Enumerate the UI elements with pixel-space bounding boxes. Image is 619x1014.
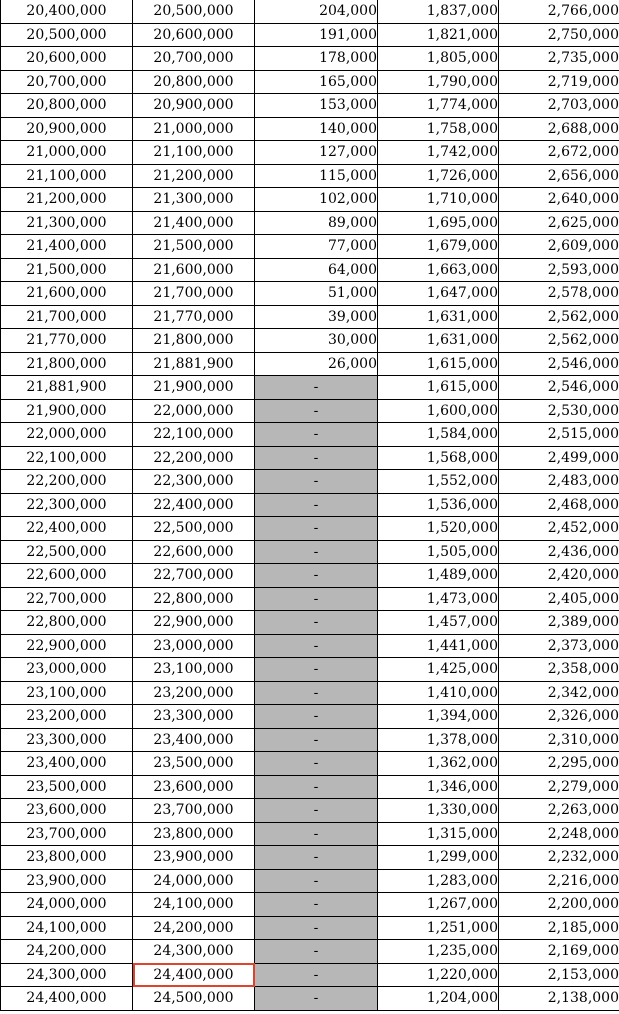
income-lower-bound-cell[interactable]: 21,300,000 <box>1 211 133 235</box>
income-lower-bound-cell[interactable]: 22,200,000 <box>1 470 133 494</box>
amount-2-cell[interactable]: 1,663,000 <box>378 258 499 282</box>
amount-cell[interactable]: - <box>255 446 378 470</box>
income-upper-bound-cell[interactable]: 22,100,000 <box>133 423 255 447</box>
income-lower-bound-cell[interactable]: 24,400,000 <box>1 987 133 1011</box>
table-row <box>1 799 619 823</box>
amount-3-cell[interactable]: 2,263,000 <box>499 799 619 823</box>
income-lower-bound-cell[interactable]: 22,300,000 <box>1 493 133 517</box>
amount-cell[interactable]: - <box>255 963 378 987</box>
table-row <box>1 893 619 917</box>
amount-2-cell[interactable]: 1,330,000 <box>378 799 499 823</box>
table-row <box>1 399 619 423</box>
income-upper-bound-cell[interactable]: 23,300,000 <box>133 705 255 729</box>
amount-2-cell[interactable]: 1,346,000 <box>378 775 499 799</box>
income-lower-bound-cell[interactable]: 20,900,000 <box>1 117 133 141</box>
income-lower-bound-cell[interactable]: 23,200,000 <box>1 705 133 729</box>
amount-3-cell[interactable]: 2,546,000 <box>499 376 619 400</box>
income-lower-bound-cell[interactable]: 22,600,000 <box>1 564 133 588</box>
amount-2-cell[interactable]: 1,742,000 <box>378 141 499 165</box>
amount-cell[interactable]: 30,000 <box>255 329 378 353</box>
income-lower-bound-cell[interactable]: 22,500,000 <box>1 540 133 564</box>
amount-cell[interactable]: - <box>255 493 378 517</box>
amount-2-cell[interactable]: 1,410,000 <box>378 681 499 705</box>
income-lower-bound-cell[interactable]: 24,000,000 <box>1 893 133 917</box>
amount-2-cell[interactable]: 1,695,000 <box>378 211 499 235</box>
table-row <box>1 634 619 658</box>
income-lower-bound-cell[interactable]: 22,800,000 <box>1 611 133 635</box>
table-row <box>1 611 619 635</box>
table-row <box>1 493 619 517</box>
amount-2-cell[interactable]: 1,631,000 <box>378 305 499 329</box>
income-lower-bound-cell[interactable]: 24,300,000 <box>1 963 133 987</box>
amount-3-cell[interactable]: 2,436,000 <box>499 540 619 564</box>
amount-2-cell[interactable]: 1,520,000 <box>378 517 499 541</box>
income-lower-bound-cell[interactable]: 21,770,000 <box>1 329 133 353</box>
income-upper-bound-cell[interactable]: 24,500,000 <box>133 987 255 1011</box>
amount-2-cell[interactable]: 1,679,000 <box>378 235 499 259</box>
amount-3-cell[interactable]: 2,248,000 <box>499 822 619 846</box>
amount-2-cell[interactable]: 1,790,000 <box>378 70 499 94</box>
amount-cell[interactable]: - <box>255 611 378 635</box>
amount-2-cell[interactable]: 1,552,000 <box>378 470 499 494</box>
income-lower-bound-cell[interactable]: 21,400,000 <box>1 235 133 259</box>
amount-cell[interactable]: 26,000 <box>255 352 378 376</box>
table-row <box>1 117 619 141</box>
income-upper-bound-cell[interactable]: 22,500,000 <box>133 517 255 541</box>
amount-2-cell[interactable]: 1,505,000 <box>378 540 499 564</box>
amount-cell[interactable]: 153,000 <box>255 94 378 118</box>
income-upper-bound-cell[interactable]: 22,800,000 <box>133 587 255 611</box>
income-lower-bound-cell[interactable]: 23,600,000 <box>1 799 133 823</box>
amount-3-cell[interactable]: 2,310,000 <box>499 728 619 752</box>
income-upper-bound-cell[interactable]: 22,300,000 <box>133 470 255 494</box>
amount-cell[interactable]: 191,000 <box>255 23 378 47</box>
amount-3-cell[interactable]: 2,656,000 <box>499 164 619 188</box>
amount-cell[interactable]: - <box>255 799 378 823</box>
amount-cell[interactable]: 127,000 <box>255 141 378 165</box>
amount-3-cell[interactable]: 2,326,000 <box>499 705 619 729</box>
amount-cell[interactable]: - <box>255 822 378 846</box>
amount-3-cell[interactable]: 2,688,000 <box>499 117 619 141</box>
income-lower-bound-cell[interactable]: 20,400,000 <box>1 0 133 23</box>
income-lower-bound-cell[interactable]: 22,000,000 <box>1 423 133 447</box>
amount-cell[interactable]: - <box>255 987 378 1011</box>
amount-3-cell[interactable]: 2,185,000 <box>499 916 619 940</box>
income-lower-bound-cell[interactable]: 21,100,000 <box>1 164 133 188</box>
amount-3-cell[interactable]: 2,169,000 <box>499 940 619 964</box>
amount-2-cell[interactable]: 1,758,000 <box>378 117 499 141</box>
amount-3-cell[interactable]: 2,735,000 <box>499 47 619 71</box>
amount-cell[interactable]: - <box>255 940 378 964</box>
amount-2-cell[interactable]: 1,615,000 <box>378 376 499 400</box>
amount-2-cell[interactable]: 1,425,000 <box>378 658 499 682</box>
amount-3-cell[interactable]: 2,295,000 <box>499 752 619 776</box>
amount-3-cell[interactable]: 2,703,000 <box>499 94 619 118</box>
amount-cell[interactable]: - <box>255 681 378 705</box>
amount-3-cell[interactable]: 2,562,000 <box>499 329 619 353</box>
table-row <box>1 775 619 799</box>
table-row <box>1 164 619 188</box>
table-row <box>1 141 619 165</box>
income-lower-bound-cell[interactable]: 20,700,000 <box>1 70 133 94</box>
table-row <box>1 94 619 118</box>
amount-3-cell[interactable]: 2,530,000 <box>499 399 619 423</box>
income-upper-bound-cell[interactable]: 21,300,000 <box>133 188 255 212</box>
table-row <box>1 211 619 235</box>
income-lower-bound-cell[interactable]: 22,700,000 <box>1 587 133 611</box>
income-upper-bound-cell[interactable]: 21,700,000 <box>133 282 255 306</box>
amount-cell[interactable]: - <box>255 869 378 893</box>
amount-2-cell[interactable]: 1,631,000 <box>378 329 499 353</box>
income-lower-bound-cell[interactable]: 21,200,000 <box>1 188 133 212</box>
amount-3-cell[interactable]: 2,750,000 <box>499 23 619 47</box>
income-upper-bound-cell[interactable]: 20,700,000 <box>133 47 255 71</box>
income-lower-bound-cell[interactable]: 20,500,000 <box>1 23 133 47</box>
amount-3-cell[interactable]: 2,216,000 <box>499 869 619 893</box>
income-upper-bound-cell[interactable]: 24,100,000 <box>133 893 255 917</box>
amount-3-cell[interactable]: 2,468,000 <box>499 493 619 517</box>
amount-3-cell[interactable]: 2,279,000 <box>499 775 619 799</box>
income-upper-bound-cell[interactable]: 23,100,000 <box>133 658 255 682</box>
amount-3-cell[interactable]: 2,483,000 <box>499 470 619 494</box>
amount-2-cell[interactable]: 1,251,000 <box>378 916 499 940</box>
income-upper-bound-cell[interactable]: 24,300,000 <box>133 940 255 964</box>
income-upper-bound-cell[interactable]: 23,800,000 <box>133 822 255 846</box>
income-upper-bound-cell[interactable]: 22,600,000 <box>133 540 255 564</box>
amount-2-cell[interactable]: 1,600,000 <box>378 399 499 423</box>
amount-cell[interactable]: 89,000 <box>255 211 378 235</box>
income-upper-bound-cell[interactable]: 21,900,000 <box>133 376 255 400</box>
income-lower-bound-cell[interactable]: 23,100,000 <box>1 681 133 705</box>
amount-2-cell[interactable]: 1,489,000 <box>378 564 499 588</box>
amount-3-cell[interactable]: 2,766,000 <box>499 0 619 23</box>
table-row <box>1 376 619 400</box>
amount-cell[interactable]: - <box>255 517 378 541</box>
amount-cell[interactable]: 204,000 <box>255 0 378 23</box>
amount-2-cell[interactable]: 1,204,000 <box>378 987 499 1011</box>
amount-cell[interactable]: 140,000 <box>255 117 378 141</box>
amount-3-cell[interactable]: 2,138,000 <box>499 987 619 1011</box>
income-upper-bound-cell[interactable]: 20,800,000 <box>133 70 255 94</box>
amount-2-cell[interactable]: 1,805,000 <box>378 47 499 71</box>
income-upper-bound-cell[interactable]: 23,900,000 <box>133 846 255 870</box>
income-lower-bound-cell[interactable]: 21,600,000 <box>1 282 133 306</box>
amount-3-cell[interactable]: 2,420,000 <box>499 564 619 588</box>
income-upper-bound-cell[interactable]: 23,500,000 <box>133 752 255 776</box>
table-row <box>1 822 619 846</box>
amount-cell[interactable]: - <box>255 564 378 588</box>
amount-3-cell[interactable]: 2,232,000 <box>499 846 619 870</box>
amount-2-cell[interactable]: 1,726,000 <box>378 164 499 188</box>
amount-cell[interactable]: - <box>255 399 378 423</box>
amount-cell[interactable]: - <box>255 846 378 870</box>
amount-2-cell[interactable]: 1,267,000 <box>378 893 499 917</box>
income-lower-bound-cell[interactable]: 21,900,000 <box>1 399 133 423</box>
amount-3-cell[interactable]: 2,358,000 <box>499 658 619 682</box>
amount-cell[interactable]: 77,000 <box>255 235 378 259</box>
amount-cell[interactable]: 64,000 <box>255 258 378 282</box>
table-row <box>1 916 619 940</box>
amount-2-cell[interactable]: 1,394,000 <box>378 705 499 729</box>
table-row <box>1 258 619 282</box>
income-upper-bound-cell[interactable]: 21,800,000 <box>133 329 255 353</box>
income-upper-bound-cell[interactable]: 21,100,000 <box>133 141 255 165</box>
income-upper-bound-cell[interactable]: 24,400,000 <box>133 963 255 987</box>
table-row <box>1 188 619 212</box>
amount-2-cell[interactable]: 1,378,000 <box>378 728 499 752</box>
income-lower-bound-cell[interactable]: 22,100,000 <box>1 446 133 470</box>
income-lower-bound-cell[interactable]: 24,200,000 <box>1 940 133 964</box>
income-upper-bound-cell[interactable]: 23,700,000 <box>133 799 255 823</box>
income-upper-bound-cell[interactable]: 23,000,000 <box>133 634 255 658</box>
table-row <box>1 282 619 306</box>
income-upper-bound-cell[interactable]: 23,200,000 <box>133 681 255 705</box>
amount-3-cell[interactable]: 2,609,000 <box>499 235 619 259</box>
table-row <box>1 587 619 611</box>
amount-2-cell[interactable]: 1,584,000 <box>378 423 499 447</box>
table-row <box>1 564 619 588</box>
amount-3-cell[interactable]: 2,200,000 <box>499 893 619 917</box>
income-upper-bound-cell[interactable]: 21,500,000 <box>133 235 255 259</box>
table-row <box>1 869 619 893</box>
income-upper-bound-cell[interactable]: 23,400,000 <box>133 728 255 752</box>
amount-3-cell[interactable]: 2,593,000 <box>499 258 619 282</box>
amount-2-cell[interactable]: 1,837,000 <box>378 0 499 23</box>
income-upper-bound-cell[interactable]: 23,600,000 <box>133 775 255 799</box>
income-lower-bound-cell[interactable]: 23,300,000 <box>1 728 133 752</box>
spreadsheet-body <box>1 0 619 1010</box>
income-lower-bound-cell[interactable]: 23,700,000 <box>1 822 133 846</box>
table-row <box>1 70 619 94</box>
table-row <box>1 540 619 564</box>
income-upper-bound-cell[interactable]: 21,600,000 <box>133 258 255 282</box>
amount-3-cell[interactable]: 2,405,000 <box>499 587 619 611</box>
amount-3-cell[interactable]: 2,153,000 <box>499 963 619 987</box>
amount-2-cell[interactable]: 1,536,000 <box>378 493 499 517</box>
income-upper-bound-cell[interactable]: 21,881,900 <box>133 352 255 376</box>
income-lower-bound-cell[interactable]: 21,800,000 <box>1 352 133 376</box>
amount-cell[interactable]: - <box>255 587 378 611</box>
amount-cell[interactable]: 178,000 <box>255 47 378 71</box>
income-upper-bound-cell[interactable]: 21,400,000 <box>133 211 255 235</box>
amount-2-cell[interactable]: 1,774,000 <box>378 94 499 118</box>
table-row <box>1 0 619 23</box>
table-row <box>1 705 619 729</box>
amount-3-cell[interactable]: 2,640,000 <box>499 188 619 212</box>
income-lower-bound-cell[interactable]: 20,600,000 <box>1 47 133 71</box>
income-lower-bound-cell[interactable]: 23,000,000 <box>1 658 133 682</box>
income-upper-bound-cell[interactable]: 21,770,000 <box>133 305 255 329</box>
income-lower-bound-cell[interactable]: 23,400,000 <box>1 752 133 776</box>
amount-2-cell[interactable]: 1,362,000 <box>378 752 499 776</box>
amount-3-cell[interactable]: 2,342,000 <box>499 681 619 705</box>
amount-2-cell[interactable]: 1,473,000 <box>378 587 499 611</box>
income-upper-bound-cell[interactable]: 22,900,000 <box>133 611 255 635</box>
amount-3-cell[interactable]: 2,546,000 <box>499 352 619 376</box>
amount-cell[interactable]: - <box>255 634 378 658</box>
amount-2-cell[interactable]: 1,615,000 <box>378 352 499 376</box>
amount-3-cell[interactable]: 2,499,000 <box>499 446 619 470</box>
table-row <box>1 846 619 870</box>
income-lower-bound-cell[interactable]: 22,900,000 <box>1 634 133 658</box>
table-row <box>1 752 619 776</box>
income-upper-bound-cell[interactable]: 21,200,000 <box>133 164 255 188</box>
amount-cell[interactable]: - <box>255 893 378 917</box>
income-lower-bound-cell[interactable]: 22,400,000 <box>1 517 133 541</box>
amount-2-cell[interactable]: 1,710,000 <box>378 188 499 212</box>
table-row <box>1 987 619 1011</box>
amount-3-cell[interactable]: 2,452,000 <box>499 517 619 541</box>
amount-cell[interactable]: 115,000 <box>255 164 378 188</box>
amount-cell[interactable]: - <box>255 728 378 752</box>
amount-2-cell[interactable]: 1,283,000 <box>378 869 499 893</box>
amount-cell[interactable]: 39,000 <box>255 305 378 329</box>
table-row <box>1 47 619 71</box>
income-upper-bound-cell[interactable]: 22,000,000 <box>133 399 255 423</box>
amount-cell[interactable]: - <box>255 376 378 400</box>
income-upper-bound-cell[interactable]: 22,700,000 <box>133 564 255 588</box>
income-upper-bound-cell[interactable]: 22,200,000 <box>133 446 255 470</box>
amount-cell[interactable]: - <box>255 540 378 564</box>
table-row <box>1 940 619 964</box>
amount-cell[interactable]: - <box>255 705 378 729</box>
amount-2-cell[interactable]: 1,235,000 <box>378 940 499 964</box>
amount-3-cell[interactable]: 2,578,000 <box>499 282 619 306</box>
table-row <box>1 963 619 987</box>
amount-cell[interactable]: - <box>255 775 378 799</box>
amount-cell[interactable]: 165,000 <box>255 70 378 94</box>
income-upper-bound-cell[interactable]: 20,600,000 <box>133 23 255 47</box>
amount-2-cell[interactable]: 1,315,000 <box>378 822 499 846</box>
amount-cell[interactable]: - <box>255 752 378 776</box>
income-lower-bound-cell[interactable]: 20,800,000 <box>1 94 133 118</box>
amount-3-cell[interactable]: 2,625,000 <box>499 211 619 235</box>
amount-3-cell[interactable]: 2,373,000 <box>499 634 619 658</box>
table-row <box>1 352 619 376</box>
amount-2-cell[interactable]: 1,299,000 <box>378 846 499 870</box>
amount-2-cell[interactable]: 1,821,000 <box>378 23 499 47</box>
amount-2-cell[interactable]: 1,441,000 <box>378 634 499 658</box>
amount-cell[interactable]: 102,000 <box>255 188 378 212</box>
amount-2-cell[interactable]: 1,220,000 <box>378 963 499 987</box>
income-upper-bound-cell[interactable]: 20,500,000 <box>133 0 255 23</box>
income-upper-bound-cell[interactable]: 24,200,000 <box>133 916 255 940</box>
amount-3-cell[interactable]: 2,719,000 <box>499 70 619 94</box>
income-lower-bound-cell[interactable]: 23,900,000 <box>1 869 133 893</box>
income-lower-bound-cell[interactable]: 21,700,000 <box>1 305 133 329</box>
table-row <box>1 423 619 447</box>
table-row <box>1 728 619 752</box>
income-lower-bound-cell[interactable]: 21,881,900 <box>1 376 133 400</box>
table-row <box>1 658 619 682</box>
amount-2-cell[interactable]: 1,457,000 <box>378 611 499 635</box>
amount-3-cell[interactable]: 2,515,000 <box>499 423 619 447</box>
amount-cell[interactable]: - <box>255 470 378 494</box>
amount-3-cell[interactable]: 2,562,000 <box>499 305 619 329</box>
table-row <box>1 681 619 705</box>
income-lower-bound-cell[interactable]: 24,100,000 <box>1 916 133 940</box>
table-row <box>1 329 619 353</box>
amount-2-cell[interactable]: 1,647,000 <box>378 282 499 306</box>
income-lower-bound-cell[interactable]: 23,800,000 <box>1 846 133 870</box>
table-row <box>1 23 619 47</box>
amount-cell[interactable]: - <box>255 423 378 447</box>
income-upper-bound-cell[interactable]: 21,000,000 <box>133 117 255 141</box>
income-upper-bound-cell[interactable]: 24,000,000 <box>133 869 255 893</box>
income-upper-bound-cell[interactable]: 20,900,000 <box>133 94 255 118</box>
amount-cell[interactable]: - <box>255 916 378 940</box>
table-row <box>1 517 619 541</box>
amount-cell[interactable]: - <box>255 658 378 682</box>
income-lower-bound-cell[interactable]: 21,500,000 <box>1 258 133 282</box>
amount-3-cell[interactable]: 2,672,000 <box>499 141 619 165</box>
table-row <box>1 235 619 259</box>
income-lower-bound-cell[interactable]: 23,500,000 <box>1 775 133 799</box>
income-upper-bound-cell[interactable]: 22,400,000 <box>133 493 255 517</box>
amount-3-cell[interactable]: 2,389,000 <box>499 611 619 635</box>
income-lower-bound-cell[interactable]: 21,000,000 <box>1 141 133 165</box>
table-row <box>1 446 619 470</box>
table-row <box>1 305 619 329</box>
table-row <box>1 470 619 494</box>
amount-2-cell[interactable]: 1,568,000 <box>378 446 499 470</box>
amount-cell[interactable]: 51,000 <box>255 282 378 306</box>
